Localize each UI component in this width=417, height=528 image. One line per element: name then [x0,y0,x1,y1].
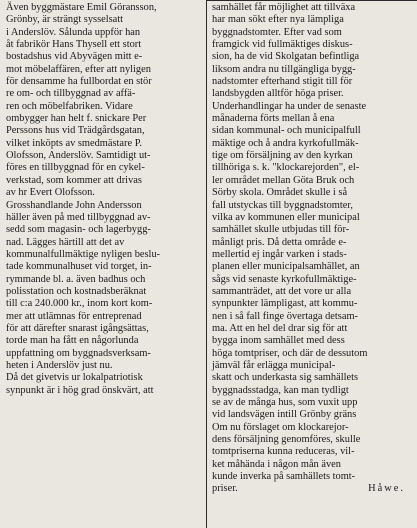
text-line: åt fabrikör Hans Thysell ett stort [6,39,142,51]
text-line: mot möbelaffären, efter att nyligen [6,63,151,75]
text-line: sedd som magasin- och lagerbygg- [6,224,151,236]
text-line: Olofsson, Anderslöv. Samtidigt ut- [6,150,151,162]
text-line: i Anderslöv. Sålunda uppför han [6,26,141,38]
text-line: Då det givetvis ur lokalpatriotisk [6,372,143,384]
text-line: av hr Evert Olofsson. [6,187,95,199]
text-line: synpunkt är i hög grad önskvärt, att [6,384,154,396]
text-line: synpunkter lämpligast, att kommu- [212,298,358,310]
text-line: vid landsvägen intill Grönby gräns [212,409,357,421]
text-line: landsbygden alltför höga priser. [212,88,344,100]
text-line: mellertid ej ingår varken i stads- [212,248,347,260]
text-line: byggnadstomter. Efter vad som [212,26,342,38]
text-line: till c:a 240.000 kr., inom kort kom- [6,298,153,310]
text-line: dens försäljning genomföres, skulle [212,434,361,446]
text-line: uppfattning om byggnadsverksam- [6,347,151,359]
text-line: priser. [212,483,238,495]
text-line: sion, ha de vid Skolgatan befintliga [212,51,360,63]
text-line: samhället skulle utbjudas till för- [212,224,350,236]
author-signature: Håwe. [368,483,405,495]
text-line: för att därefter snarast igångsättas, [6,322,149,334]
text-line: höga tomtpriser, och där de dessutom [212,347,368,359]
text-line: Även byggmästare Emil Göransson, [6,2,157,13]
column-top-border [206,0,417,1]
text-line: sågs vid senaste kyrkofullmäktige- [212,273,357,285]
text-line: vilket inköpts av smedmästare P. [6,137,142,149]
text-line: samhället får möjlighet att tillväxa [212,2,356,13]
text-line: framgick vid fullmäktiges diskus- [212,39,353,51]
text-line: re om- och tillbyggnad av affä- [6,88,136,100]
text-line: ren och möbelfabriken. Vidare [6,100,133,112]
text-line: vilka av kommunen eller municipal [212,211,360,223]
text-line: sidan kommunal- och municipalfull [212,125,361,137]
text-line: sammanträdet, att det vore ur alla [212,285,352,297]
text-line: ler området mellan Göta Bruk och [212,174,355,186]
text-line: polisstation och kostnadsberäknat [6,285,147,297]
text-line: fall utstyckas till byggnadstomter, [212,199,353,211]
text-line: Om nu förslaget om klockarejor- [212,421,349,433]
text-line: skatt och underkasta sig samhällets [212,372,359,384]
text-line: ombygger han helt f. snickare Per [6,113,147,125]
text-line: liksom andra nu tillgängliga bygg- [212,63,356,75]
text-line: tomtpriserna kunna reduceras, vil- [212,446,355,458]
text-line: tige om försäljning av den kyrkan [212,150,353,162]
text-line: se av de många hus, som vuxit upp [212,397,358,408]
text-line: månligt pris. Då detta område e- [212,236,347,248]
text-line: Perssons hus vid Trädgårdsgatan, [6,125,145,137]
text-line: mer att utlämnas för entreprenad [6,310,142,322]
text-line: för densamme ha fullbordat en stör [6,76,152,88]
text-line: heten i Anderslöv just nu. [6,359,113,371]
text-line: bygga inom samhället med dess [212,335,345,347]
text-line: Grönby, är strängt sysselsatt [6,14,124,26]
text-line: byggnadsstadga, kan man tydligt [212,384,349,396]
column-divider [206,0,207,528]
text-line: kommunalfullmäktige nyligen beslu- [6,248,161,260]
text-line: torde man ha fått en någorlunda [6,335,139,347]
text-line: ma. Att en hel del drar sig för att [212,322,348,334]
text-line: tade kommunalhuset vid torget, in- [6,261,152,273]
text-line: Sörby skola. Området skulle i så [212,187,348,199]
text-line: mäktige och å andra kyrkofullmäk- [212,137,359,149]
text-line: Grosshandlande John Andersson [6,199,142,211]
text-line: häller även på med tillbyggnad av- [6,211,151,223]
text-line: nen i så fall finge övertaga detsam- [212,310,358,322]
text-line: månaderna förts mellan å ena [212,113,335,125]
left-column [6,2,202,397]
text-line: planen eller municipalsamhället, an [212,261,360,273]
text-line: nad. Lägges härtill att det av [6,236,125,248]
text-line: Underhandlingar ha under de senaste [212,100,367,112]
text-line: bostadshus vid Abyvägen mitt e- [6,51,143,63]
text-line: nadstomter efterhand stigit till för [212,76,353,88]
right-column [212,2,411,496]
last-line-with-signature [212,483,411,495]
text-line: verkstad, som kommer att drivas [6,174,142,186]
text-line: föres en tillbyggnad för en cykel- [6,162,145,174]
text-line: tillhöriga s. k. "klockarejorden", el- [212,162,360,174]
text-line: har man sökt efter nya lämpliga [212,14,344,26]
text-line: rymmande bl. a. även badhus och [6,273,146,285]
text-line: jämväl får erlägga municipal- [212,359,336,371]
text-line: kunde inverka på samhällets tomt- [212,471,356,483]
text-line: ket måhända i någon mån även [212,458,341,470]
